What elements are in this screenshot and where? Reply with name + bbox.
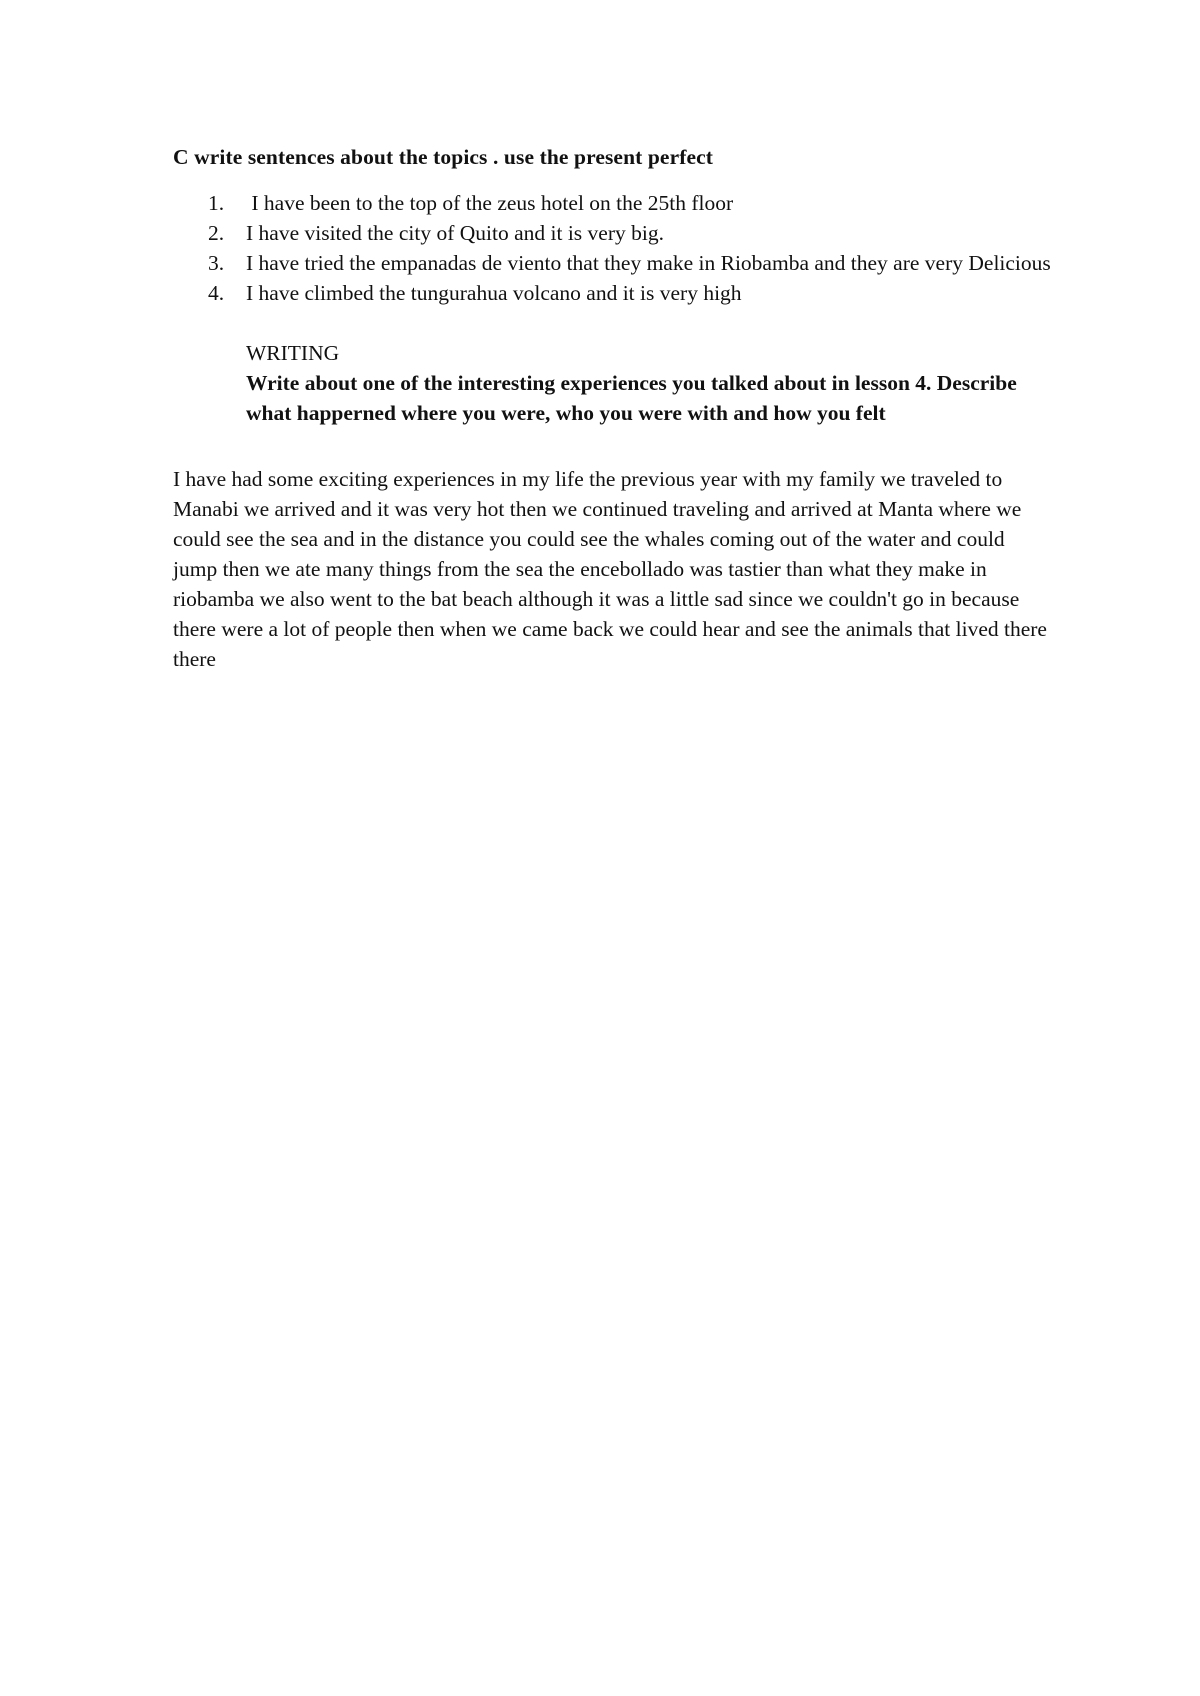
document-body	[173, 142, 1053, 674]
list-item	[173, 218, 1053, 248]
writing-instructions: Write about one of the interesting experiences you talked about in lesson 4. Describe what happerned where you were, who you were with and how you felt	[246, 371, 1017, 425]
list-item	[173, 278, 1053, 308]
list-item-text: I have been to the top of the zeus hotel on the 25th floor	[246, 191, 734, 215]
list-item-number: 2.	[208, 221, 225, 245]
list-item	[173, 248, 1053, 278]
writing-section	[246, 338, 1053, 428]
list-item-number: 1.	[208, 191, 225, 215]
list-item-text: I have visited the city of Quito and it is very big.	[246, 221, 664, 245]
list-item-text: I have tried the empanadas de viento that they make in Riobamba and they are very Delicious	[246, 251, 1051, 275]
writing-heading: WRITING	[246, 341, 340, 365]
list-item-number: 3.	[208, 251, 225, 275]
sentence-list	[173, 188, 1053, 308]
list-item	[173, 188, 1053, 218]
list-item-number: 4.	[208, 281, 225, 305]
exercise-title: C write sentences about the topics . use the present perfect	[173, 145, 714, 169]
essay-paragraph: I have had some exciting experiences in my life the previous year with my family we traveled to Manabi we arrived and it was very hot then we continued traveling and arrived at Manta where we could see the sea and in the distance you could see the whales coming out of the water and could jump then we ate many things from the sea the encebollado was tastier than what they make in riobamba we also went to the bat beach although it was a little sad since we couldn't go in because there were a lot of people then when we came back we could hear and see the animals that lived there there	[173, 467, 1047, 671]
list-item-text: I have climbed the tungurahua volcano and it is very high	[246, 281, 742, 305]
